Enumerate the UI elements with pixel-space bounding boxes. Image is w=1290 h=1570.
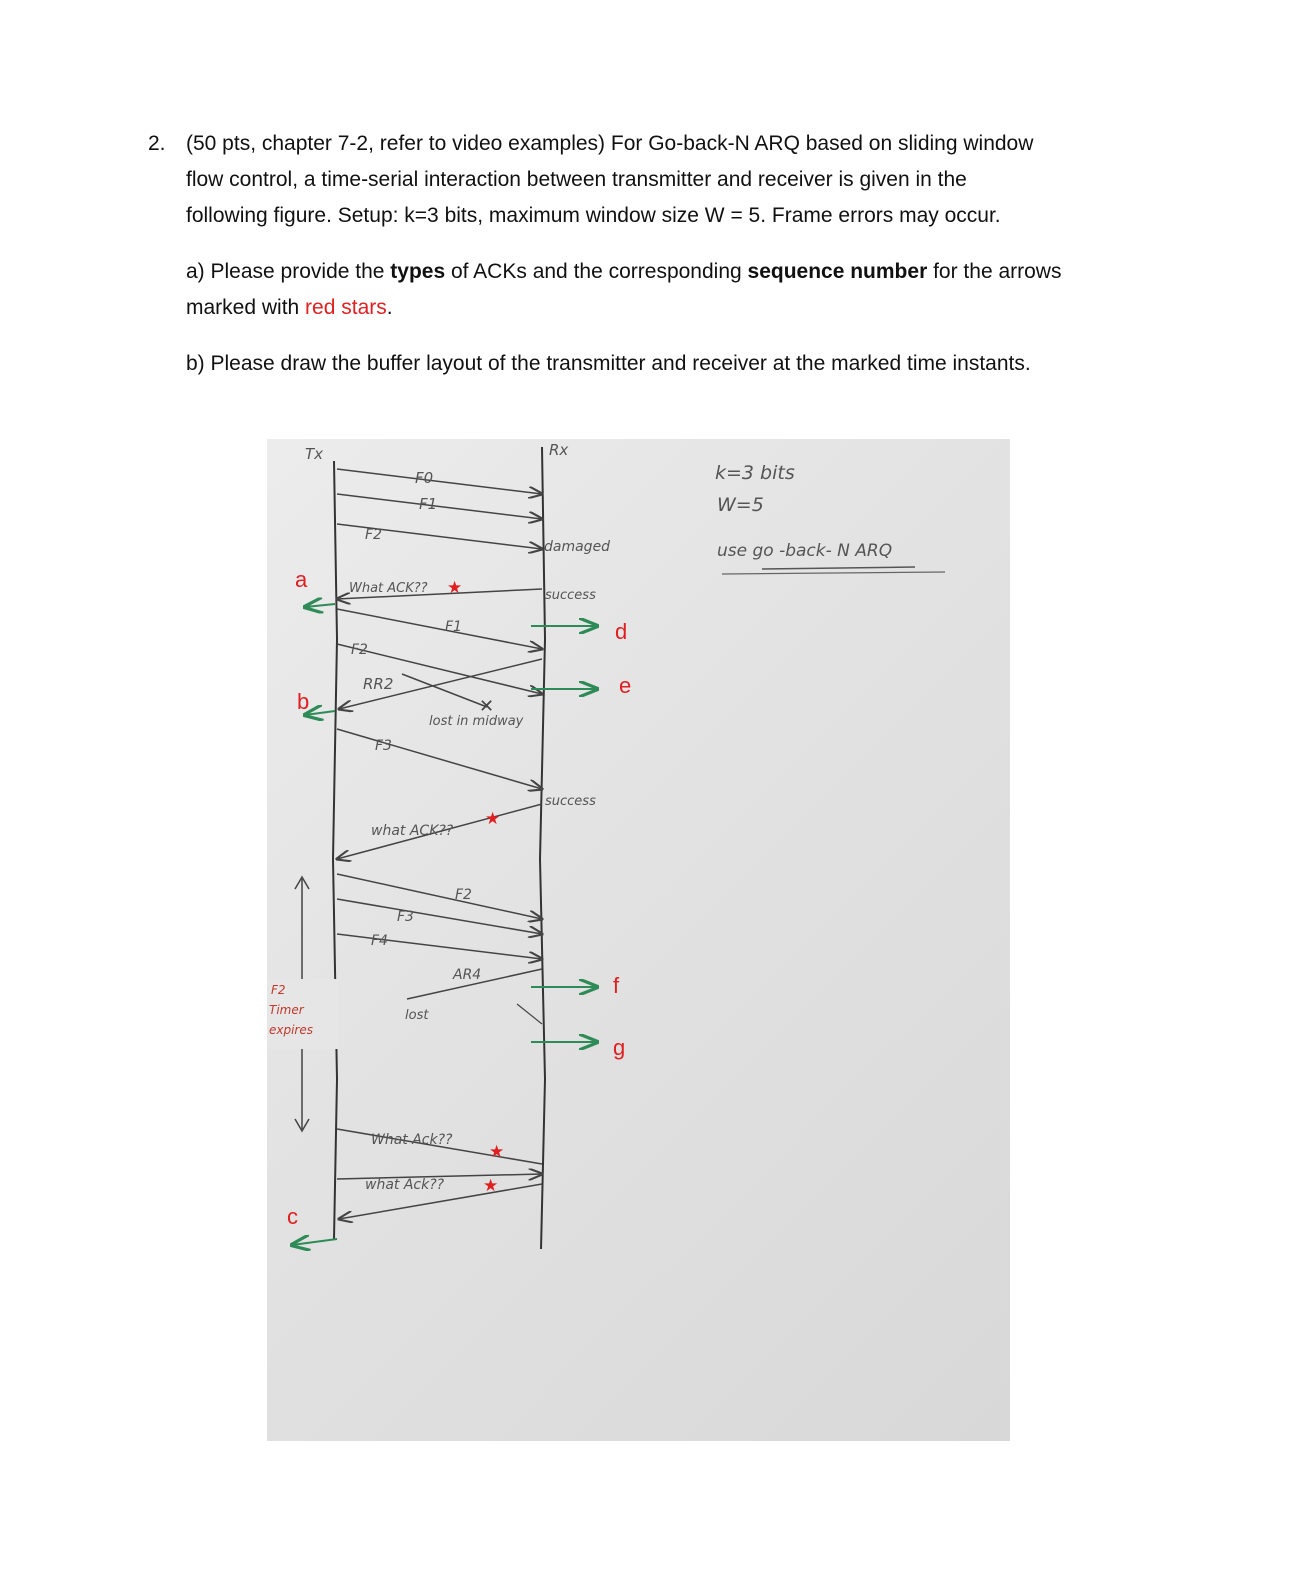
question-line-3: following figure. Setup: k=3 bits, maximum window size W = 5. Frame errors may occur. [186,204,1001,227]
part-a-text-post: for the arrows [927,260,1062,283]
ack-label-3: What Ack?? [371,1132,453,1148]
annotation-damaged: damaged [544,539,611,555]
tick-mark [517,1004,542,1024]
annotation-success-2: success [545,794,596,809]
frame-label-f3: F3 [375,738,392,754]
part-a-text-mid: of ACKs and the corresponding [445,260,748,283]
question-line-1: (50 pts, chapter 7-2, refer to video examples) For Go-back-N ARQ based on sliding window [186,132,1034,155]
ack-label-4: what Ack?? [365,1177,445,1193]
marker-f: f [613,973,620,998]
part-a-line-2 [186,290,393,326]
timing-diagram [267,439,1010,1441]
tx-label: Tx [305,445,324,463]
ack-label-ar4: AR4 [453,967,482,983]
frame-label-f2b: F2 [351,642,368,658]
marker-g: g [613,1035,626,1060]
rx-timeline [540,447,545,1249]
star-icon: ★ [485,809,501,828]
star-icon: ★ [483,1176,499,1195]
frame-arrow-f0 [337,469,542,494]
note-w: W=5 [717,494,764,516]
star-icon: ★ [447,578,463,597]
note-gbn: use go -back- N ARQ [717,541,893,561]
part-a-line-1 [186,254,1061,290]
tx-timeline [333,461,337,1239]
marker-b: b [297,689,310,714]
marker-a: a [295,567,308,592]
part-b-line: b) Please draw the buffer layout of the transmitter and receiver at the marked time instants. [186,352,1031,375]
part-a-bold-types: types [390,260,446,283]
part-a-text: a) Please provide the [186,260,391,283]
star-icon: ★ [489,1142,505,1161]
ack-label-2: what ACK?? [371,823,454,839]
timer-note-2: Timer [269,1003,304,1017]
marker-e: e [619,673,632,698]
question-number: 2. [148,132,166,155]
part-a-bold-seq: sequence number [747,260,928,283]
frame-label-f1b: F1 [445,619,462,635]
annotation-lost-midway: lost in midway [429,714,524,729]
ack-label-1: What ACK?? [349,581,428,596]
note-underline [762,567,915,569]
frame-label-f4: F4 [371,933,388,949]
frame-arrow-f3 [337,729,542,789]
frame-label-f0: F0 [415,469,434,487]
question-line-2: flow control, a time-serial interaction between transmitter and receiver is given in the [186,168,967,191]
marker-arrow-a [305,604,335,607]
part-a-line2-text: marked with [186,296,306,319]
frame-label-f3b: F3 [397,909,414,925]
annotation-lost: lost [405,1008,429,1023]
frame-label-f2: F2 [365,527,382,543]
rx-label: Rx [549,441,569,459]
marker-arrow-b [305,711,335,715]
annotation-success-1: success [545,588,596,603]
timer-note-1: F2 [271,983,286,997]
diagram-photo [267,439,1010,1441]
frame-arrow-f1 [337,494,542,519]
marker-arrow-c [292,1239,337,1245]
part-a-red-stars: red stars [305,296,387,319]
timer-note-3: expires [269,1023,314,1037]
part-a-period: . [386,296,393,319]
frame-label-f2c: F2 [455,887,472,903]
frame-label-f1: F1 [419,495,438,513]
frame-arrow-f4 [337,934,542,959]
lost-x-icon: ✕ [479,696,495,716]
marker-d: d [615,619,628,644]
note-k: k=3 bits [715,462,795,484]
frame-arrow-f2c [337,874,542,919]
marker-c: c [287,1204,298,1229]
frame-arrow-f3b [337,899,542,934]
note-underline-2 [722,572,945,574]
ack-label-rr2: RR2 [363,675,394,693]
